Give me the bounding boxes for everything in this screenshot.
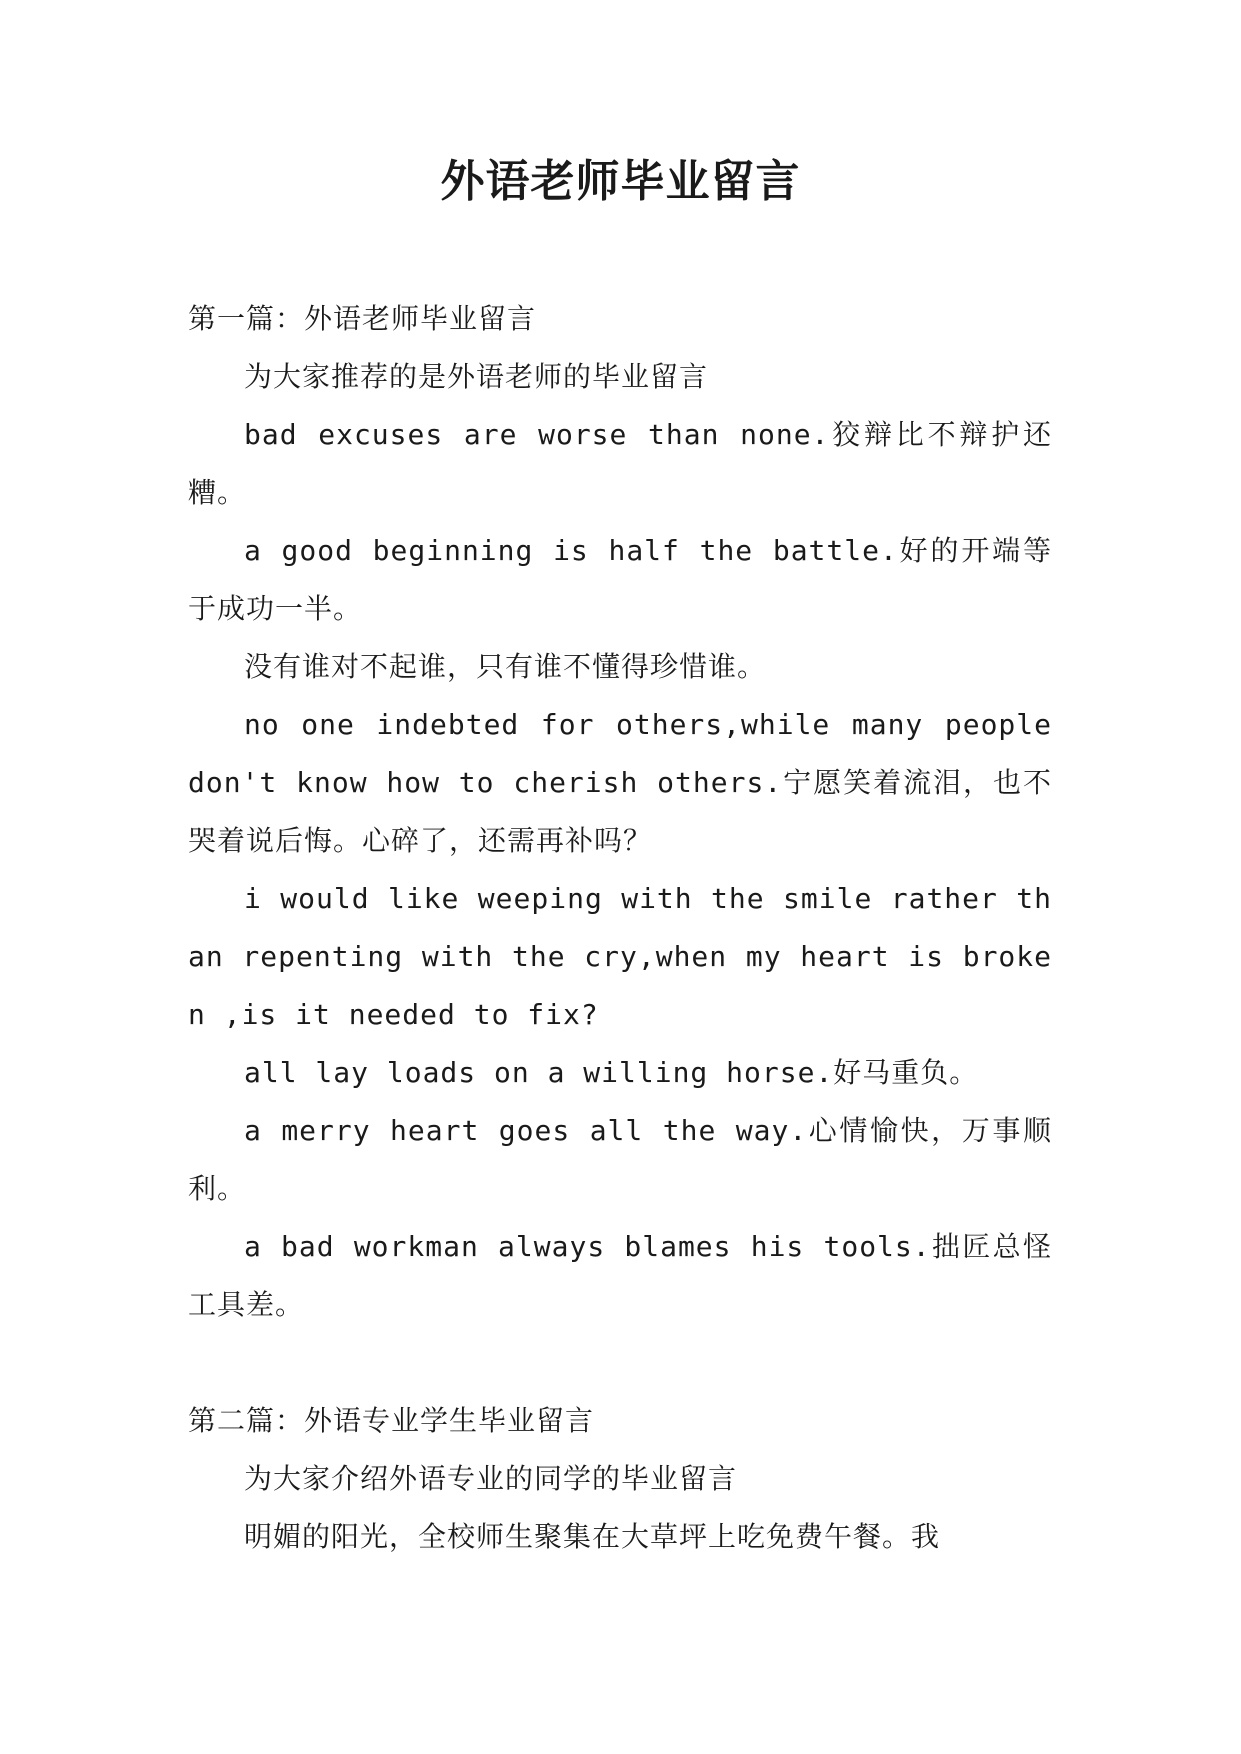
paragraph: i would like weeping with the smile rather than repenting with the cry,when my heart is broken ,is it needed to fix? xyxy=(188,882,1052,1031)
paragraph: a merry heart goes all the way.心情愉快，万事顺利。 xyxy=(188,1114,1052,1205)
document-title: 外语老师毕业留言 xyxy=(440,156,801,207)
paragraph: bad excuses are worse than none.狡辩比不辩护还糟。 xyxy=(188,418,1052,509)
section-divider xyxy=(188,1334,1052,1392)
paragraph: 明媚的阳光，全校师生聚集在大草坪上吃免费午餐。我 xyxy=(244,1520,941,1553)
paragraph: a good beginning is half the battle.好的开端等于成功一半。 xyxy=(188,534,1052,625)
paragraph: 没有谁对不起谁，只有谁不懂得珍惜谁。 xyxy=(244,650,767,683)
section-heading: 第一篇：外语老师毕业留言 xyxy=(188,302,537,335)
document-body xyxy=(188,290,1052,1566)
paragraph: 为大家介绍外语专业的同学的毕业留言 xyxy=(244,1462,738,1495)
section-2 xyxy=(188,1392,1052,1566)
paragraph: all lay loads on a willing horse.好马重负。 xyxy=(244,1056,979,1089)
section-1 xyxy=(188,290,1052,1334)
section-heading: 第二篇：外语专业学生毕业留言 xyxy=(188,1404,595,1437)
paragraph: 为大家推荐的是外语老师的毕业留言 xyxy=(244,360,709,393)
paragraph: no one indebted for others,while many people don't know how to cherish others.宁愿笑着流泪，也不哭着说后悔。心碎了，还需再补吗？ xyxy=(188,708,1052,857)
paragraph: a bad workman always blames his tools.拙匠总怪工具差。 xyxy=(188,1230,1052,1321)
